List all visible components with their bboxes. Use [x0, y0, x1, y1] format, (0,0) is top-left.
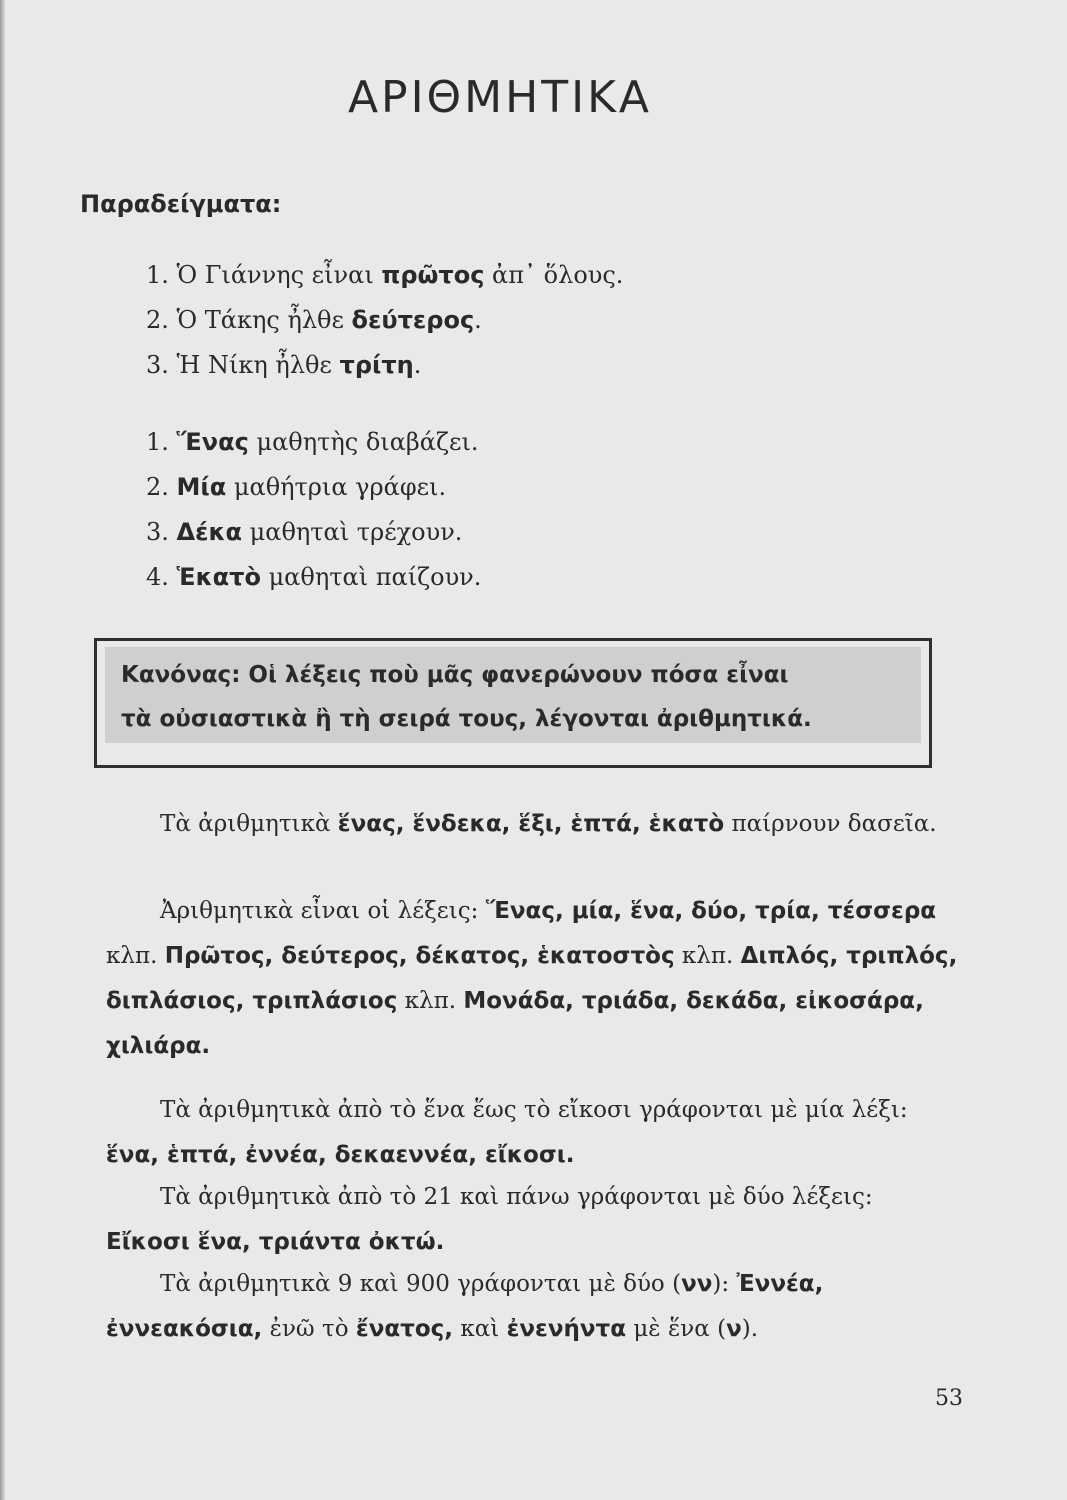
page-number: 53	[935, 1386, 963, 1411]
example-text: 3. Ἡ Νίκη ἦλθε	[146, 351, 340, 379]
para-bold: ἕνας, ἕνδεκα, ἕξι, ἑπτά, ἑκατὸ	[337, 811, 725, 837]
example-text: μαθήτρια γράφει.	[226, 473, 447, 501]
example-bold-word: Δέκα	[176, 518, 243, 546]
para-text: κλπ.	[674, 943, 741, 969]
section-label: Παραδείγματα:	[80, 190, 282, 218]
paragraph-breathing	[106, 802, 960, 847]
example-line	[146, 298, 623, 343]
example-line	[146, 465, 481, 510]
para-text: παίρνουν δασεῖα.	[724, 811, 937, 837]
rule-line-1: Κανόνας: Οἱ λέξεις ποὺ μᾶς φανερώνουν πόσα εἶναι	[121, 662, 789, 688]
para-text: Τὰ ἀριθμητικὰ ἀπὸ τὸ 21 καὶ πάνω γράφονται μὲ δύο λέξεις:	[160, 1184, 873, 1210]
para-text: κλπ.	[397, 988, 464, 1014]
rule-line-2: τὰ οὐσιαστικὰ ἢ τὴ σειρά τους, λέγονται ἀριθμητικά.	[121, 706, 812, 732]
example-text: 2. Ὁ Τάκης ἦλθε	[146, 306, 352, 334]
example-line	[146, 343, 623, 388]
para-bold: Πρῶτος, δεύτερος, δέκατος, ἑκατοστὸς	[164, 943, 675, 969]
example-text: 1. Ὁ Γιάννης εἶναι	[146, 261, 382, 289]
example-bold-word: δεύτερος	[351, 306, 475, 334]
para-bold: Διπλός, τριπλός, διπλάσιος, τριπλάσιος	[106, 943, 958, 1014]
example-text: ἀπ᾽ ὅλους.	[484, 261, 624, 289]
para-text: Ἀριθμητικὰ εἶναι οἱ λέξεις:	[160, 898, 486, 924]
para-text: ἐνῶ τὸ	[262, 1316, 356, 1342]
example-text: μαθηταὶ παίζουν.	[260, 563, 482, 591]
paragraph-double-nu	[106, 1262, 960, 1352]
example-text: .	[474, 306, 482, 334]
para-text: κλπ.	[106, 943, 165, 969]
example-text: .	[413, 351, 422, 379]
example-text: 3.	[146, 518, 177, 546]
para-bold: νν	[681, 1271, 713, 1297]
para-text: ):	[712, 1271, 737, 1297]
example-bold-word: τρίτη	[339, 351, 414, 379]
paragraph-one-word	[106, 1088, 960, 1178]
para-bold: ἕνα, ἑπτά, ἐννέα, δεκαεννέα, εἴκοσι.	[106, 1142, 575, 1168]
rule-box	[94, 638, 932, 768]
para-text: Τὰ ἀριθμητικὰ ἀπὸ τὸ ἕνα ἕως τὸ εἴκοσι γράφονται μὲ μία λέξι:	[160, 1097, 908, 1123]
page-title: ΑΡΙΘΜΗΤΙΚΑ	[347, 72, 653, 123]
para-bold: ν	[726, 1316, 742, 1342]
para-bold: Ἕνας, μία, ἕνα, δύο, τρία, τέσσερα	[485, 898, 937, 924]
page-spine-shadow	[0, 0, 6, 1500]
examples-group-cardinal	[146, 420, 481, 600]
example-text: 1.	[146, 428, 177, 456]
example-text: 2.	[146, 473, 177, 501]
para-bold: ἐνενήντα	[506, 1316, 627, 1342]
rule-box-shaded	[105, 647, 921, 743]
example-bold-word: Ἕνας	[176, 428, 249, 456]
para-bold: Εἴκοσι ἕνα, τριάντα ὀκτώ.	[106, 1229, 445, 1255]
paragraph-number-words	[106, 889, 960, 1069]
example-text: 4.	[146, 563, 177, 591]
para-bold: ἔνατος,	[355, 1316, 454, 1342]
example-text: μαθητὴς διαβάζει.	[248, 428, 479, 456]
example-line	[146, 555, 481, 600]
example-text: μαθηταὶ τρέχουν.	[242, 518, 463, 546]
example-bold-word: πρῶτος	[381, 261, 485, 289]
para-text: ).	[741, 1316, 759, 1342]
para-text: μὲ ἕνα (	[626, 1316, 727, 1342]
para-text: Τὰ ἀριθμητικὰ	[160, 811, 338, 837]
example-bold-word: Μία	[176, 473, 227, 501]
example-line	[146, 420, 481, 465]
para-bold: Ἐννέα, ἐννεακόσια,	[106, 1271, 824, 1342]
examples-group-ordinal	[146, 253, 623, 388]
example-line	[146, 510, 481, 555]
example-bold-word: Ἑκατὸ	[176, 563, 261, 591]
paragraph-two-words	[106, 1175, 960, 1265]
example-line	[146, 253, 623, 298]
para-text: Τὰ ἀριθμητικὰ 9 καὶ 900 γράφονται μὲ δύο (	[160, 1271, 682, 1297]
para-bold: Μονάδα, τριάδα, δεκάδα, εἰκοσάρα, χιλιάρα.	[106, 988, 924, 1059]
para-text: καὶ	[453, 1316, 507, 1342]
